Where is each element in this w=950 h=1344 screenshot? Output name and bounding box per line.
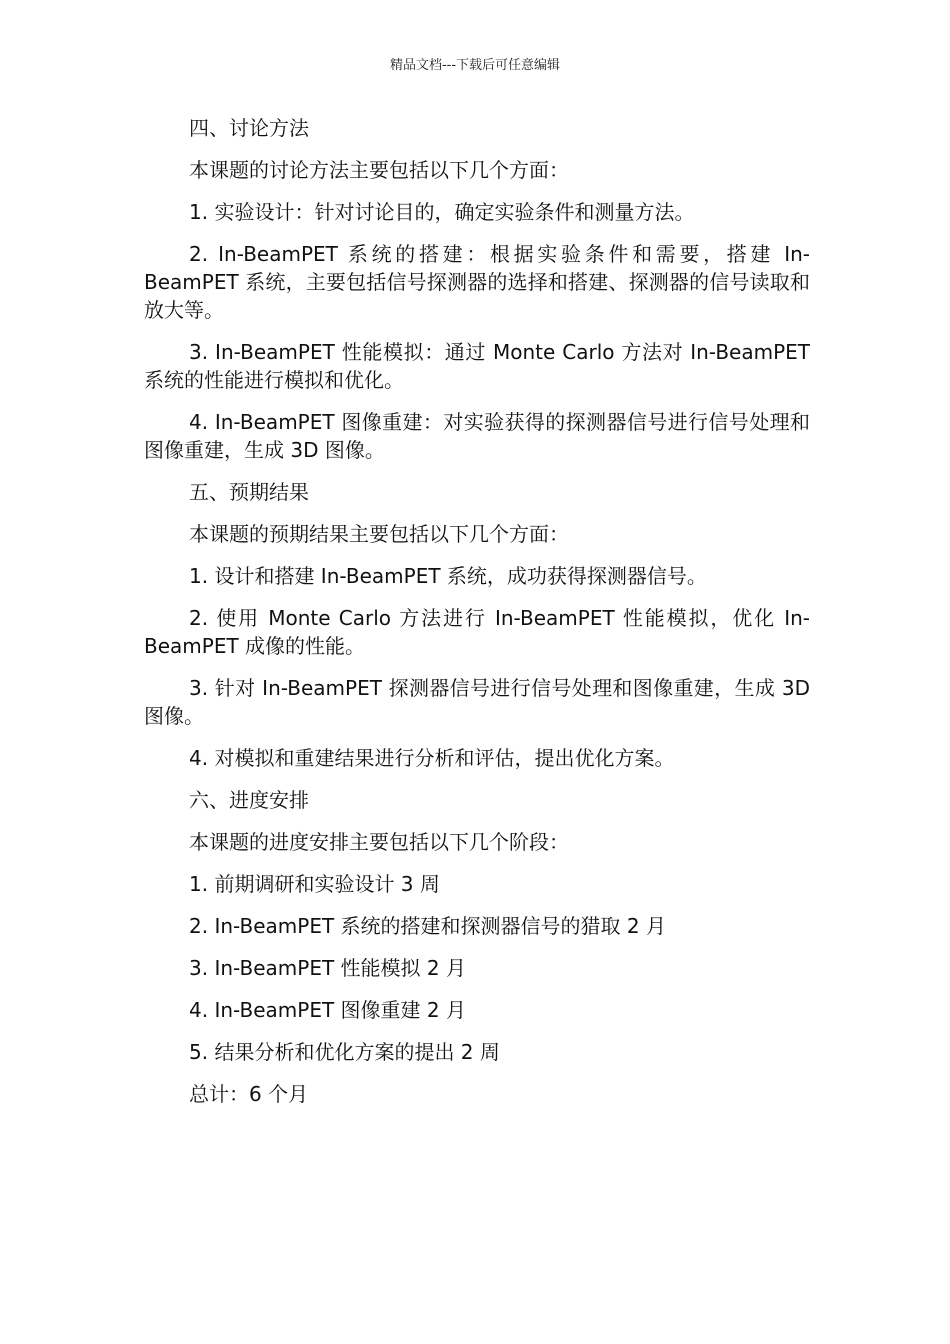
list-item: 2. In-BeamPET 系统的搭建和探测器信号的猎取 2 月 (189, 914, 666, 938)
list-item: 1. 实验设计：针对讨论目的，确定实验条件和测量方法。 (189, 200, 695, 224)
paragraph: 本课题的预期结果主要包括以下几个方面： (189, 522, 569, 546)
paragraph: 本课题的进度安排主要包括以下几个阶段： (189, 830, 569, 854)
list-item: 3. In-BeamPET 性能模拟 2 月 (189, 956, 466, 980)
section-heading-expected-results: 五、预期结果 (189, 480, 309, 504)
list-item: 5. 结果分析和优化方案的提出 2 周 (189, 1040, 500, 1064)
list-item: 2. 使用 Monte Carlo 方法进行 In-BeamPET 性能模拟，优化 In-BeamPET 成像的性能。 (144, 606, 810, 658)
list-item: 4. In-BeamPET 图像重建：对实验获得的探测器信号进行信号处理和图像重建，生成 3D 图像。 (144, 410, 810, 462)
paragraph: 本课题的讨论方法主要包括以下几个方面： (189, 158, 569, 182)
list-item: 4. In-BeamPET 图像重建 2 月 (189, 998, 466, 1022)
total-line: 总计：6 个月 (189, 1082, 309, 1106)
list-item: 1. 前期调研和实验设计 3 周 (189, 872, 440, 896)
list-item: 3. In-BeamPET 性能模拟：通过 Monte Carlo 方法对 In-BeamPET 系统的性能进行模拟和优化。 (144, 340, 810, 392)
section-heading-methods: 四、讨论方法 (189, 116, 309, 140)
list-item: 4. 对模拟和重建结果进行分析和评估，提出优化方案。 (189, 746, 675, 770)
list-item: 3. 针对 In-BeamPET 探测器信号进行信号处理和图像重建，生成 3D 图像。 (144, 676, 810, 728)
document-body (144, 114, 810, 1122)
page-header: 精品文档---下载后可任意编辑 (389, 58, 561, 73)
section-heading-schedule: 六、进度安排 (189, 788, 309, 812)
list-item: 1. 设计和搭建 In-BeamPET 系统，成功获得探测器信号。 (189, 564, 707, 588)
list-item: 2. In-BeamPET 系统的搭建：根据实验条件和需要，搭建 In-BeamPET 系统，主要包括信号探测器的选择和搭建、探测器的信号读取和放大等。 (144, 242, 810, 322)
